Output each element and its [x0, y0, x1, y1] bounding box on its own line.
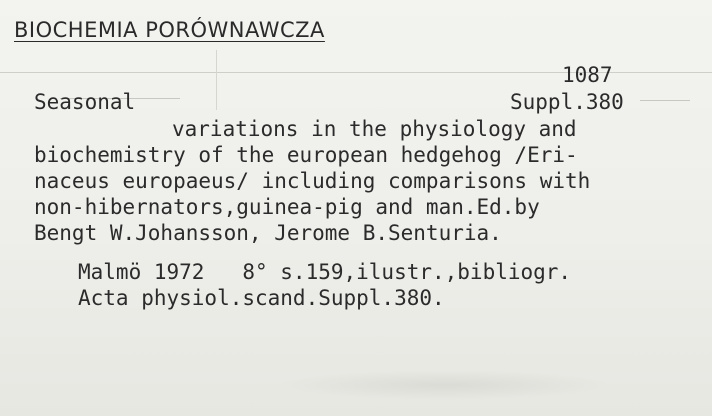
card-heading: BIOCHEMIA PORÓWNAWCZA	[14, 18, 325, 42]
card-line: variations in the physiology and	[172, 117, 577, 141]
card-line: naceus europaeus/ including comparisons with	[34, 169, 591, 193]
ink-speck	[640, 100, 690, 101]
card-line: non-hibernators,guinea-pig and man.Ed.by	[34, 195, 540, 219]
card-line: Seasonal	[34, 90, 136, 114]
card-number: 1087	[562, 63, 613, 87]
card-vertical-rule	[216, 50, 217, 110]
card-line: Malmö 1972 8° s.159,ilustr.,bibliogr.	[78, 260, 572, 284]
card-line: Acta physiol.scand.Suppl.380.	[78, 286, 445, 310]
card-line: Suppl.380	[510, 90, 624, 114]
card-line: Bengt W.Johansson, Jerome B.Senturia.	[34, 221, 502, 245]
card-line: biochemistry of the european hedgehog /Eri-	[34, 143, 578, 167]
card-smudge	[280, 370, 610, 400]
